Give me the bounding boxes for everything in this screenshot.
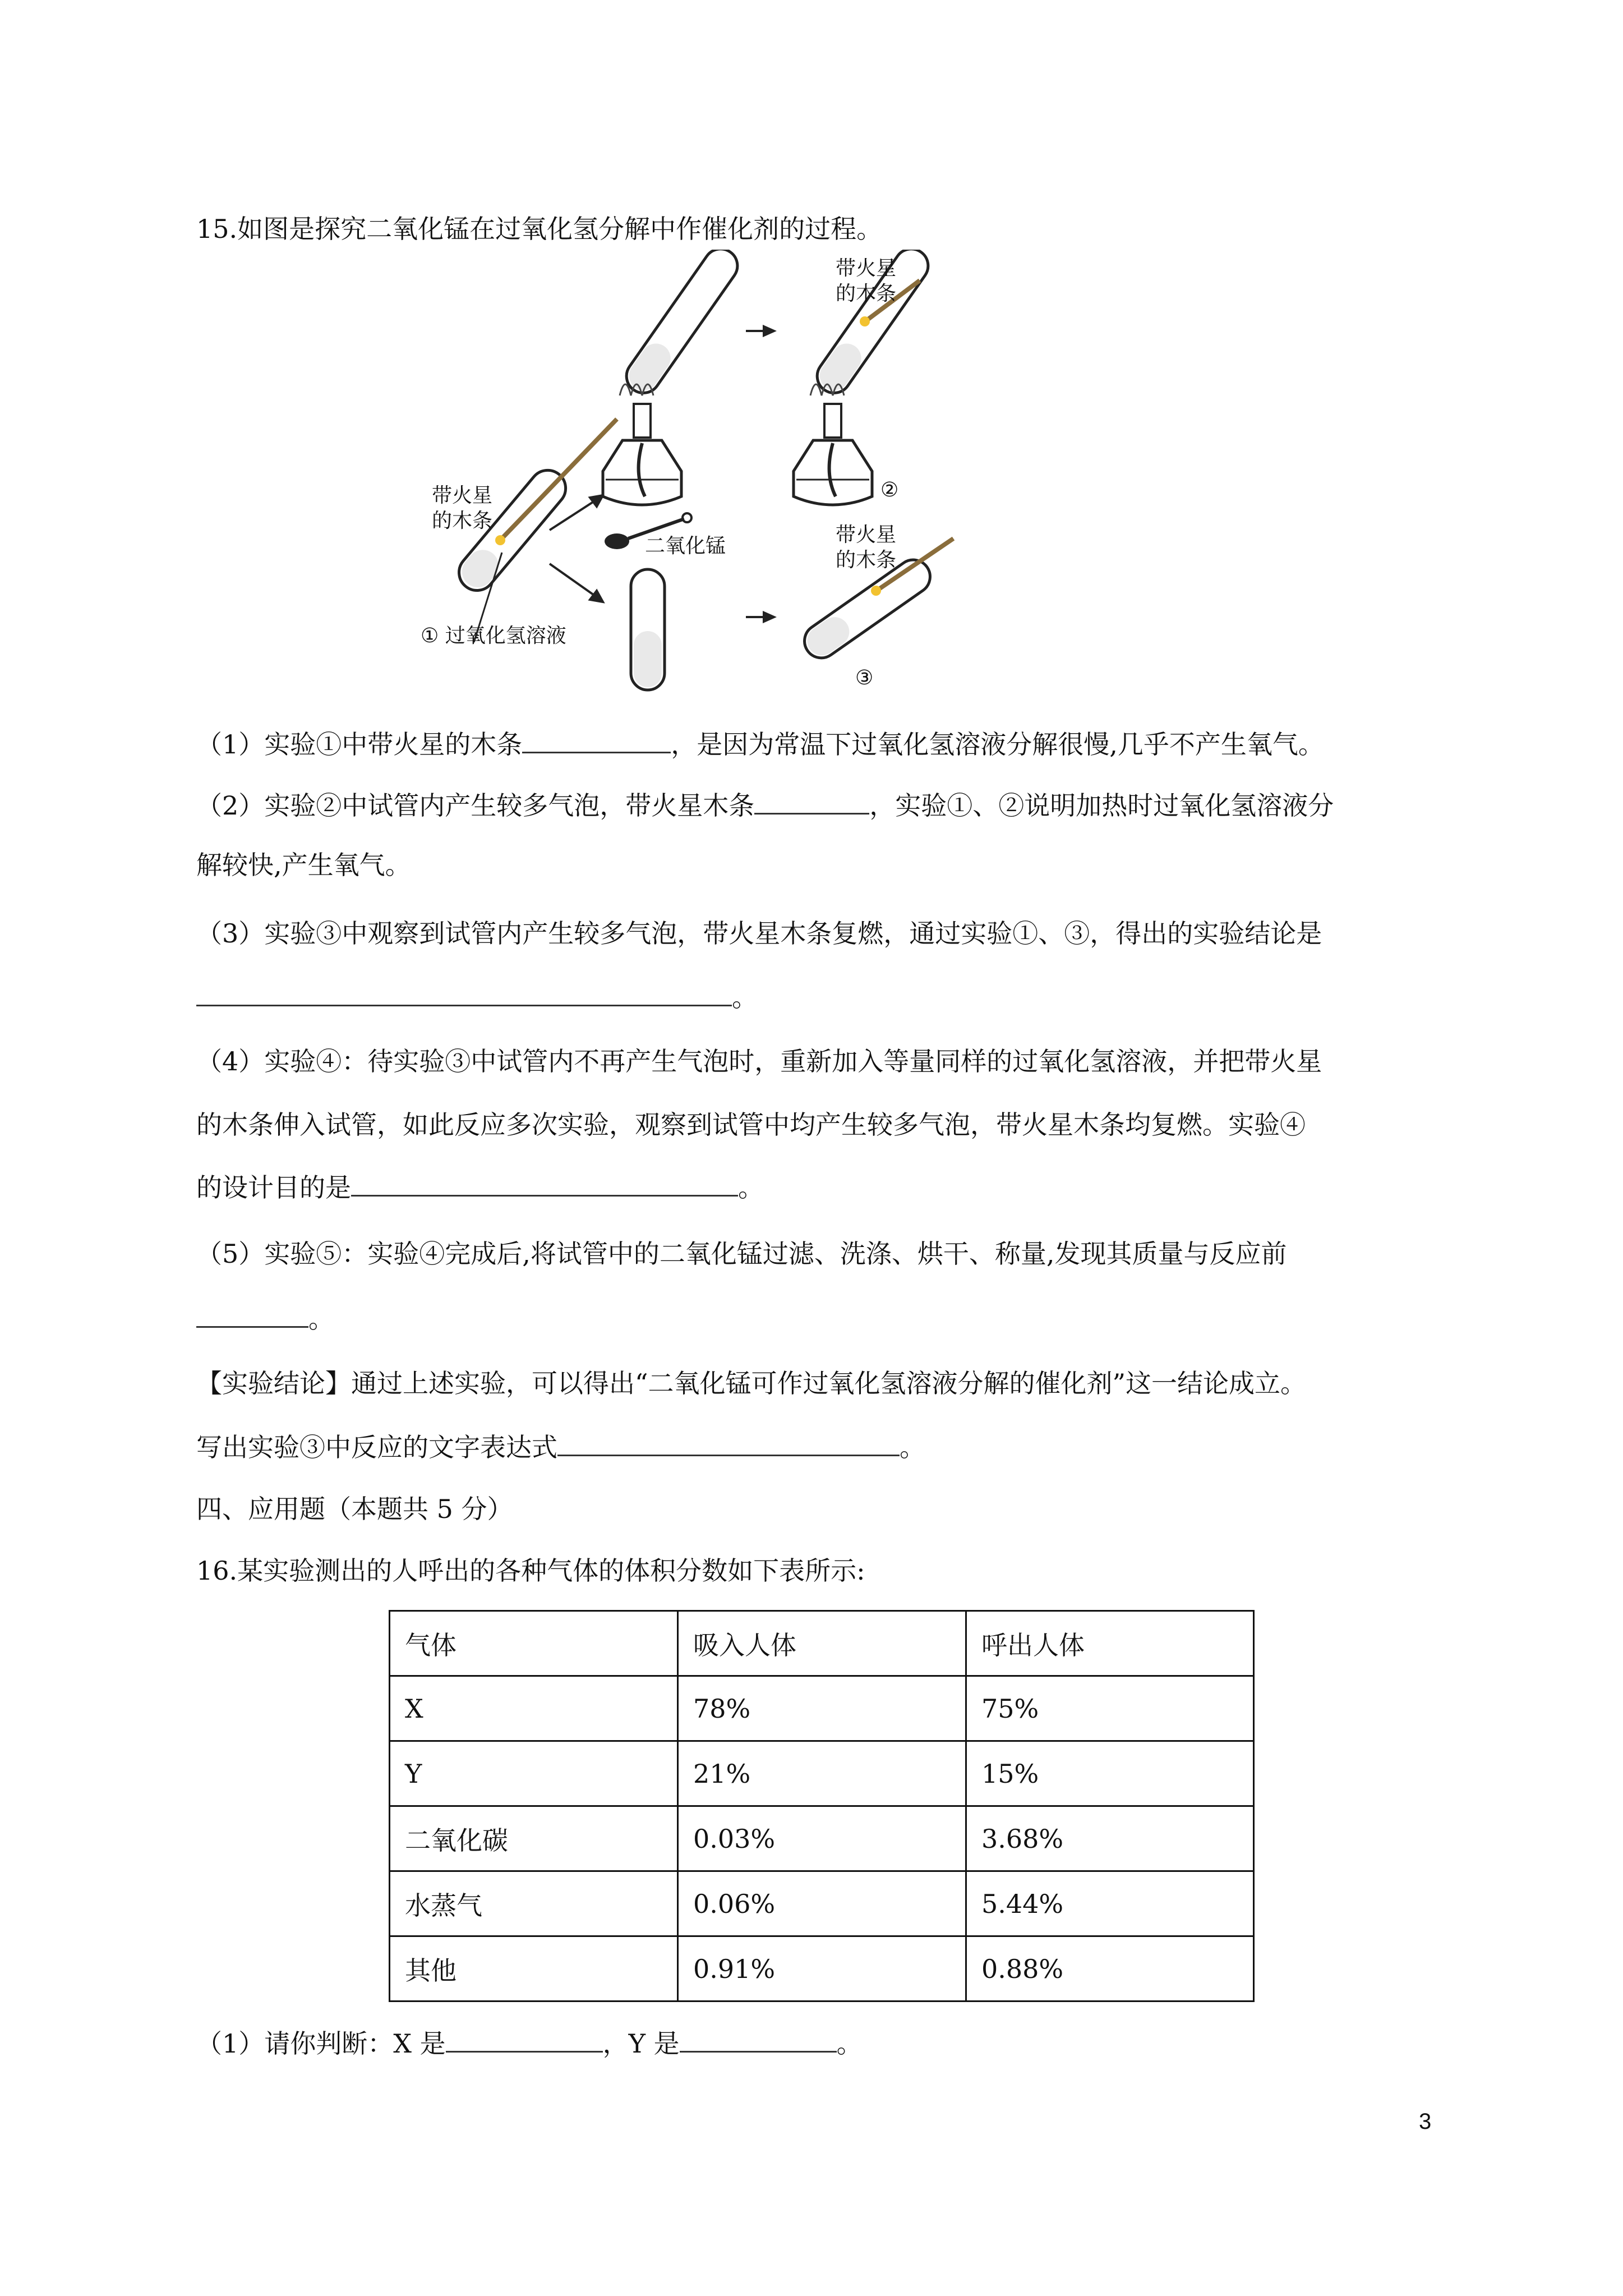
label-splint-left-1: 带火星 xyxy=(432,484,493,507)
label-splint-top-1: 带火星 xyxy=(836,257,897,280)
q16-part1: （1）请你判断：X 是 ，Y 是 。 xyxy=(196,2025,863,2060)
table-cell: 水蒸气 xyxy=(390,1871,678,1936)
table-row xyxy=(390,1741,1254,1806)
arrow-to-exp3 xyxy=(746,613,774,622)
q15-part2-cont: 解较快,产生氧气。 xyxy=(196,850,411,880)
answer-blank[interactable] xyxy=(196,979,732,1006)
answer-blank[interactable] xyxy=(351,1169,738,1197)
label-exp3: ③ xyxy=(855,666,874,689)
q15-part3: （3）实验③中观察到试管内产生较多气泡，带火星木条复燃，通过实验①、③，得出的实验结论是 xyxy=(196,918,1322,949)
table-cell: 0.06% xyxy=(678,1871,966,1936)
table-cell: 15% xyxy=(966,1741,1254,1806)
q15-part3-answer: 。 xyxy=(196,979,758,1014)
table-row xyxy=(390,1936,1254,2001)
answer-blank[interactable] xyxy=(196,1300,308,1328)
table-cell: 75% xyxy=(966,1676,1254,1741)
splint-exp1 xyxy=(499,419,617,541)
table-header-row xyxy=(390,1611,1254,1676)
q15-part4-answer: 的设计目的是 。 xyxy=(196,1169,764,1204)
arrow-to-exp2 xyxy=(746,326,774,335)
table-cell: Y xyxy=(390,1741,678,1806)
q15-part2: （2）实验②中试管内产生较多气泡，带火星木条 ，实验①、②说明加热时过氧化氢溶液分 xyxy=(196,787,1334,822)
table-cell: 21% xyxy=(678,1741,966,1806)
q15-part5: （5）实验⑤：实验④完成后,将试管中的二氧化锰过滤、洗涤、烘干、称量,发现其质量与反应前 xyxy=(196,1239,1287,1269)
answer-blank[interactable] xyxy=(680,2025,837,2053)
table-header-cell: 气体 xyxy=(390,1611,678,1676)
table-cell: 5.44% xyxy=(966,1871,1254,1936)
q15-part1: （1）实验①中带火星的木条 ，是因为常温下过氧化氢溶液分解很慢,几乎不产生氧气。 xyxy=(196,726,1324,761)
lamp-setup-heat xyxy=(603,250,744,505)
q15-part4-cont: 的木条伸入试管，如此反应多次实验，观察到试管中均产生较多气泡，带火星木条均复燃。实验④ xyxy=(196,1110,1306,1140)
tube-vertical xyxy=(631,569,665,690)
section-heading: 四、应用题（本题共 5 分） xyxy=(196,1494,513,1524)
table-cell: 78% xyxy=(678,1676,966,1741)
label-mno2: 二氧化锰 xyxy=(645,535,726,558)
table-cell: 0.88% xyxy=(966,1936,1254,2001)
arrows-exp1 xyxy=(550,495,603,602)
q16-stem: 16.某实验测出的人呼出的各种气体的体积分数如下表所示: xyxy=(196,1556,865,1586)
table-row xyxy=(390,1806,1254,1871)
label-splint-right-1: 带火星 xyxy=(836,523,897,546)
q15-equation: 写出实验③中反应的文字表达式 。 xyxy=(196,1429,925,1464)
table-cell: 3.68% xyxy=(966,1806,1254,1871)
label-splint-right-2: 的木条 xyxy=(836,549,897,572)
experiment-figure xyxy=(381,250,1481,698)
answer-blank[interactable] xyxy=(522,726,671,753)
answer-blank[interactable] xyxy=(557,1429,900,1456)
answer-blank[interactable] xyxy=(754,787,869,815)
q15-part5-answer: 。 xyxy=(196,1300,334,1336)
table-cell: 其他 xyxy=(390,1936,678,2001)
q15-stem: 15.如图是探究二氧化锰在过氧化氢分解中作催化剂的过程。 xyxy=(196,214,883,244)
page-number: 3 xyxy=(1419,2109,1432,2134)
answer-blank[interactable] xyxy=(446,2025,603,2053)
spark-exp2 xyxy=(860,316,870,326)
table-cell: 二氧化碳 xyxy=(390,1806,678,1871)
table-cell: X xyxy=(390,1676,678,1741)
table-row xyxy=(390,1676,1254,1741)
gas-table xyxy=(389,1610,1255,2002)
q15-part4: （4）实验④：待实验③中试管内不再产生气泡时，重新加入等量同样的过氧化氢溶液，并把带火星 xyxy=(196,1046,1322,1076)
label-exp2: ② xyxy=(880,478,899,501)
table-cell: 0.03% xyxy=(678,1806,966,1871)
spark-exp1 xyxy=(495,535,505,545)
spark-exp3 xyxy=(871,586,881,596)
q15-conclusion: 【实验结论】通过上述实验，可以得出“二氧化锰可作过氧化氢溶液分解的催化剂”这一结论成立。 xyxy=(196,1368,1307,1398)
table-header-cell: 吸入人体 xyxy=(678,1611,966,1676)
label-splint-left-2: 的木条 xyxy=(432,509,493,532)
label-h2o2: ① 过氧化氢溶液 xyxy=(421,624,566,647)
table-header-cell: 呼出人体 xyxy=(966,1611,1254,1676)
table-cell: 0.91% xyxy=(678,1936,966,2001)
table-row xyxy=(390,1871,1254,1936)
label-splint-top-2: 的木条 xyxy=(836,282,897,305)
